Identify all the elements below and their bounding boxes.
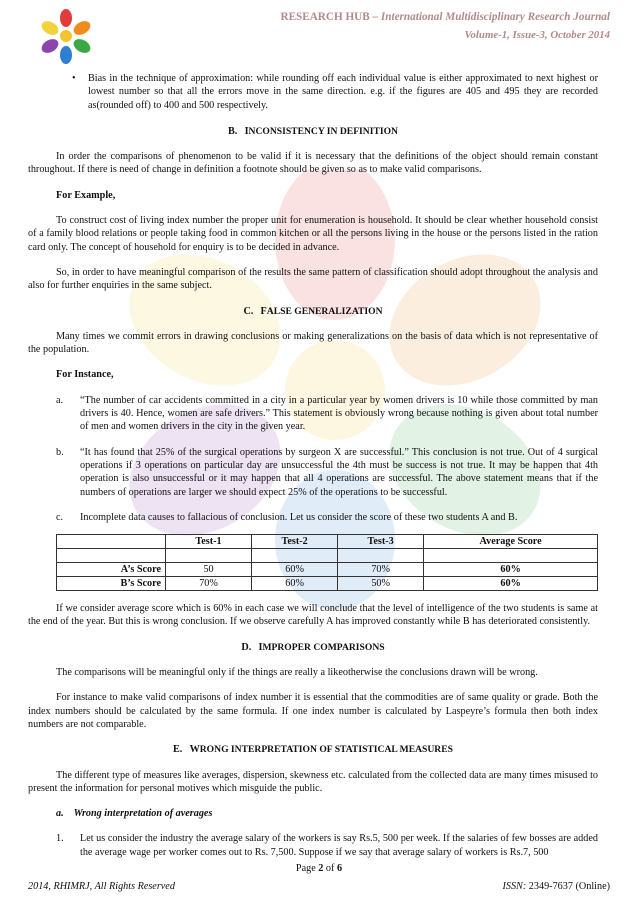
journal-logo xyxy=(38,8,94,64)
table-spacer-row xyxy=(57,549,598,563)
table-cell: 50 xyxy=(166,563,252,577)
for-instance-label: For Instance, xyxy=(56,369,114,381)
list-item-c: c. Incomplete data causes to fallacious of conclusion. Let us consider the score of these two students A and B. xyxy=(56,511,518,523)
page-number: Page 2 of 6 xyxy=(295,863,343,874)
section-heading-d: D. IMPROPER COMPARISONS xyxy=(241,641,385,653)
list-item-1: 1. Let us consider the industry the average salary of the workers is say Rs.5, 500 per week. If the salaries of few bosses are added the average wage per worker comes out to Rs. 7,500. Suppose if we say that average salary of workers is Rs.7, 500 xyxy=(56,833,598,858)
table-cell: A’s Score xyxy=(57,563,166,577)
copyright-notice: 2014, RHIMRJ, All Rights Reserved xyxy=(28,881,175,892)
table-cell: 60% xyxy=(252,577,338,591)
paragraph: If we consider average score which is 60% in each case we will conclude that the level of intelligence of the two students is same at the end of the year. But this is wrong conclusion. If we observe carefully A has improved constantly while B has deteriorated consistently. xyxy=(28,603,598,628)
table-cell: 60% xyxy=(424,577,598,591)
paragraph: Many times we commit errors in drawing conclusions or making generalizations on the basis of data which is not representative of the population. xyxy=(28,330,598,356)
journal-prefix: RESEARCH HUB – xyxy=(280,11,381,23)
table-cell: 70% xyxy=(338,563,424,577)
table-cell: B’s Score xyxy=(57,577,166,591)
article-body xyxy=(28,72,598,859)
table-cell: 50% xyxy=(338,577,424,591)
table-header-row xyxy=(57,535,598,549)
score-table xyxy=(56,534,598,591)
journal-name: International Multidisciplinary Research Journal xyxy=(380,11,610,23)
paragraph: The comparisons will be meaningful only if the things are really a likeotherwise the conclusions drawn will be wrong. xyxy=(56,667,538,679)
paragraph: In order the comparisons of phenomenon to be valid if it is necessary that the definitions of the object should remain constant throughout. If there is need of change in definition a footnote should be given so as to make valid comparisons. xyxy=(28,151,598,176)
table-cell: 60% xyxy=(252,563,338,577)
section-heading-c: C. FALSE GENERALIZATION xyxy=(243,305,383,317)
table-cell: 60% xyxy=(424,563,598,577)
paragraph: So, in order to have meaningful comparison of the results the same pattern of classification should adopt throughout the analysis and also for further enquiries in the same subject. xyxy=(28,266,598,292)
bullet-item xyxy=(28,72,598,112)
table-header-cell: Test-2 xyxy=(252,535,338,549)
journal-title xyxy=(281,11,611,23)
table-header-cell: Test-3 xyxy=(338,535,424,549)
for-example-label: For Example, xyxy=(56,189,116,201)
list-item-b: b. “It has found that 25% of the surgical operations by surgeon X are successful.” This conclusion is not true. Out of 4 surgical operations if 3 operations on particular day are unsuccessful the 4th must be success is not true. It may be happen that 4th operation is also unsuccessful or it may happen that all 4 operations are successful. The above statement means that if the numbers of operations are larger we should expect 25% of the operations to be successful. xyxy=(56,446,598,498)
table-header-cell: Average Score xyxy=(424,535,598,549)
bullet-marker: • xyxy=(72,73,76,84)
bullet-text: Bias in the technique of approximation: while rounding off each individual value is either approximated to next highest or lowest number so that all the errors move in the same direction. e.g. if the figures are 405 and 495 they are recorded as(rounded off) to 400 and 500 respectively. xyxy=(88,73,598,111)
table-header-cell: Test-1 xyxy=(166,535,252,549)
table-row xyxy=(57,577,598,591)
section-heading-e: E. WRONG INTERPRETATION OF STATISTICAL MEASURES xyxy=(173,744,453,756)
table-row xyxy=(57,563,598,577)
paragraph: For instance to make valid comparisons of index number it is essential that the commodities are of same quality or grade. Both the index numbers should be calculated by the same formula. If one index number is calculated by Laspeyre’s formula then both index numbers are not comparable. xyxy=(28,692,598,730)
paragraph: The different type of measures like averages, dispersion, skewness etc. calculated from the collected data are many times misused to present the information for personal motives which misguide the public. xyxy=(28,769,598,794)
paragraph: To construct cost of living index number the proper unit for enumeration is household. It should be clear whether household consist of a family blood relations or people taking food in common kitchen or all the persons living in the house or the persons listed in the ration card only. The concept of household for enquiry is to be decided in advance. xyxy=(28,215,598,253)
table-header-cell xyxy=(57,535,166,549)
subheading-a: a. Wrong interpretation of averages xyxy=(56,808,213,820)
journal-volume: Volume-1, Issue-3, October 2014 xyxy=(464,29,610,41)
issn: ISSN: 2349-7637 (Online) xyxy=(502,881,610,892)
table-cell: 70% xyxy=(166,577,252,591)
list-item-a: a. “The number of car accidents committed in a city in a particular year by women drivers is 10 while those committed by man drivers is 40. Hence, women are safe drivers.” This statement is obviously wrong because nothing is given about total number of men and women drivers in the city in the given year. xyxy=(56,394,598,433)
section-heading-b: B. INCONSISTENCY IN DEFINITION xyxy=(228,125,398,137)
